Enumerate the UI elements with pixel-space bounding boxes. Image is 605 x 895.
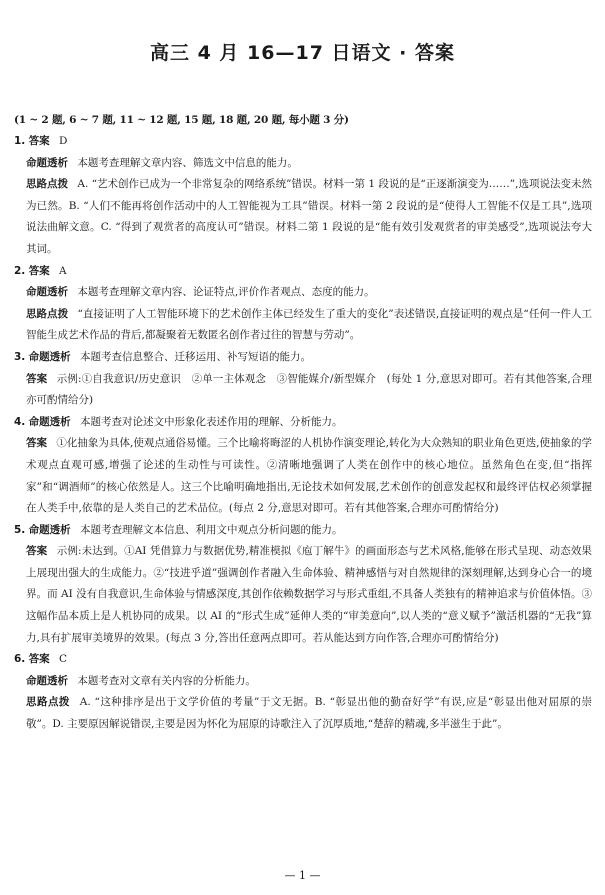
- question-5-answer: [14, 541, 592, 649]
- answer-text: 示例:①自我意识/历史意识 ②单一主体观念 ③智能媒介/新型媒介 (每处 1 分,意思对即可。若有其他答案,合理亦可酌情给分): [26, 372, 592, 407]
- scoring-note: (1 ~ 2 题, 6 ~ 7 题, 11 ~ 12 题, 15 题, 18 题, 20 题, 每小题 3 分): [14, 114, 349, 126]
- analysis-label: 命题透析: [28, 415, 71, 428]
- question-4-analysis: [14, 412, 592, 434]
- answer-text: ①化抽象为具体,使观点通俗易懂。三个比喻将晦涩的人机协作演变理论,转化为大众熟知的职业角色更迭,使抽象的学术观点直观可感,增强了论述的生动性与可读性。②清晰地强调了人类在创作中的核心地位。虽然角色在变,但“指挥家”和“调酒师”的核心依然是人。这三个比喻明确地指出,无论技术如何发展,艺术创作的创意发起权和最终评估权必须掌握在人类手中,依靠的是人类自己的艺术品位。(每点 2 分,意思对即可。若有其他答案,合理亦可酌情给分): [26, 437, 593, 515]
- hint-label: 思路点拨: [26, 696, 70, 709]
- question-2-analysis: [14, 282, 592, 304]
- question-2: [14, 261, 592, 347]
- analysis-label: 命题透析: [26, 286, 68, 299]
- analysis-text: 本题考查理解文章内容、论证特点,评价作者观点、态度的能力。: [77, 286, 375, 299]
- hint-text: “直接证明了人工智能环境下的艺术创作主体已经发生了重大的变化”表述错误,直接证明的观点是“任何一件人工智能生成艺术作品的背后,都凝聚着无数匿名创作者过往的智慧与劳动”。: [26, 307, 592, 342]
- answer-content: [14, 131, 592, 736]
- analysis-text: 本题考查对论述文中形象化表述作用的理解、分析能力。: [79, 415, 343, 428]
- question-number: 3.: [14, 350, 26, 363]
- answer-text: 示例:未达到。①AI 凭借算力与数据优势,精准模拟《庖丁解牛》的画面形态与艺术风格,能够在形式呈现、动态效果上展现出强大的生成能力。②“技进乎道”强调创作者融入生命体验、精神感悟与对自然规律的深刻理解,达到身心合一的境界。而 AI 没有自我意识,生命体验与情感深度,其创作依赖数据学习与形式重组,不具备人类独有的精神追求与价值体悟。③这幅作品本质上是人机协同的成果。以 AI 的“形式生成”延伸人类的“审美意向”,以人类的“意义赋予”激活机器的“无我”算力,具有扩展审美境界的效果。(每点 3 分,答出任意两点即可。若从能达到方向作答,合理亦可酌情给分): [26, 545, 593, 644]
- hint-text: A. “艺术创作已成为一个非常复杂的网络系统”错误。材料一第 1 段说的是“正逐渐演变为……”,选项说法变未然为已然。B. “人们不能再将创作活动中的人工智能视为工具”错误。材料一第 2 段说的是“使得人工智能不仅是工具”,选项说法曲解文意。C. “得到了观赏者的高度认可”错误。材料二第 1 段说的是“能有效引发观赏者的审美感受”,选项说法夸大其词。: [26, 178, 593, 255]
- question-5-analysis: [14, 520, 592, 542]
- analysis-label: 命题透析: [26, 674, 68, 687]
- question-number: 2.: [14, 264, 26, 277]
- analysis-text: 本题考查对文章有关内容的分析能力。: [77, 674, 256, 687]
- hint-text: A. “这种排序是出于文学价值的考量”于文无据。B. “彰显出他的勤奋好学”有误,应是“彰显出他对屈原的崇敬”。D. 主要原因解说错误,主要是因为怀化为屈原的诗歌注入了沉厚质地,“楚辞的精魂,多半滋生于此”。: [26, 696, 593, 731]
- question-number: 6.: [14, 653, 26, 666]
- analysis-text: 本题考查信息整合、迁移运用、补写短语的能力。: [79, 350, 311, 363]
- question-1: [14, 131, 592, 261]
- answer-label: 答案: [26, 372, 48, 385]
- answer-label: 答案: [28, 264, 50, 277]
- question-number: 5.: [14, 523, 26, 536]
- answer-value: D: [58, 135, 68, 147]
- analysis-label: 命题透析: [28, 350, 71, 363]
- question-4: [14, 412, 592, 520]
- analysis-label: 命题透析: [26, 156, 68, 169]
- question-number: 1.: [14, 135, 26, 147]
- question-6-hint: [14, 692, 592, 735]
- question-2-answer-row: [14, 261, 592, 283]
- question-5: [14, 520, 592, 650]
- question-1-analysis: [14, 153, 592, 175]
- question-4-answer: [14, 433, 592, 519]
- answer-label: 答案: [28, 135, 50, 147]
- hint-label: 思路点拨: [26, 307, 69, 320]
- question-number: 4.: [14, 415, 26, 428]
- question-1-answer-row: [14, 131, 592, 153]
- question-3-answer: [14, 369, 592, 412]
- question-2-hint: [14, 304, 592, 347]
- answer-value: C: [58, 653, 68, 666]
- answer-label: 答案: [28, 653, 50, 666]
- answer-label: 答案: [26, 545, 48, 558]
- analysis-text: 本题考查理解文本信息、利用文中观点分析问题的能力。: [79, 523, 343, 536]
- hint-label: 思路点拨: [26, 178, 69, 191]
- answer-value: A: [58, 264, 67, 277]
- question-6-analysis: [14, 671, 592, 693]
- question-6-answer-row: [14, 649, 592, 671]
- question-3: [14, 347, 592, 412]
- page-number: — 1 —: [284, 869, 321, 882]
- analysis-label: 命题透析: [28, 523, 71, 536]
- analysis-text: 本题考查理解文章内容、筛选文中信息的能力。: [77, 156, 298, 169]
- question-6: [14, 649, 592, 735]
- question-3-analysis: [14, 347, 592, 369]
- question-1-hint: [14, 174, 592, 260]
- answer-label: 答案: [26, 437, 48, 450]
- page-title: 高三 4 月 16—17 日语文 · 答案: [149, 42, 455, 64]
